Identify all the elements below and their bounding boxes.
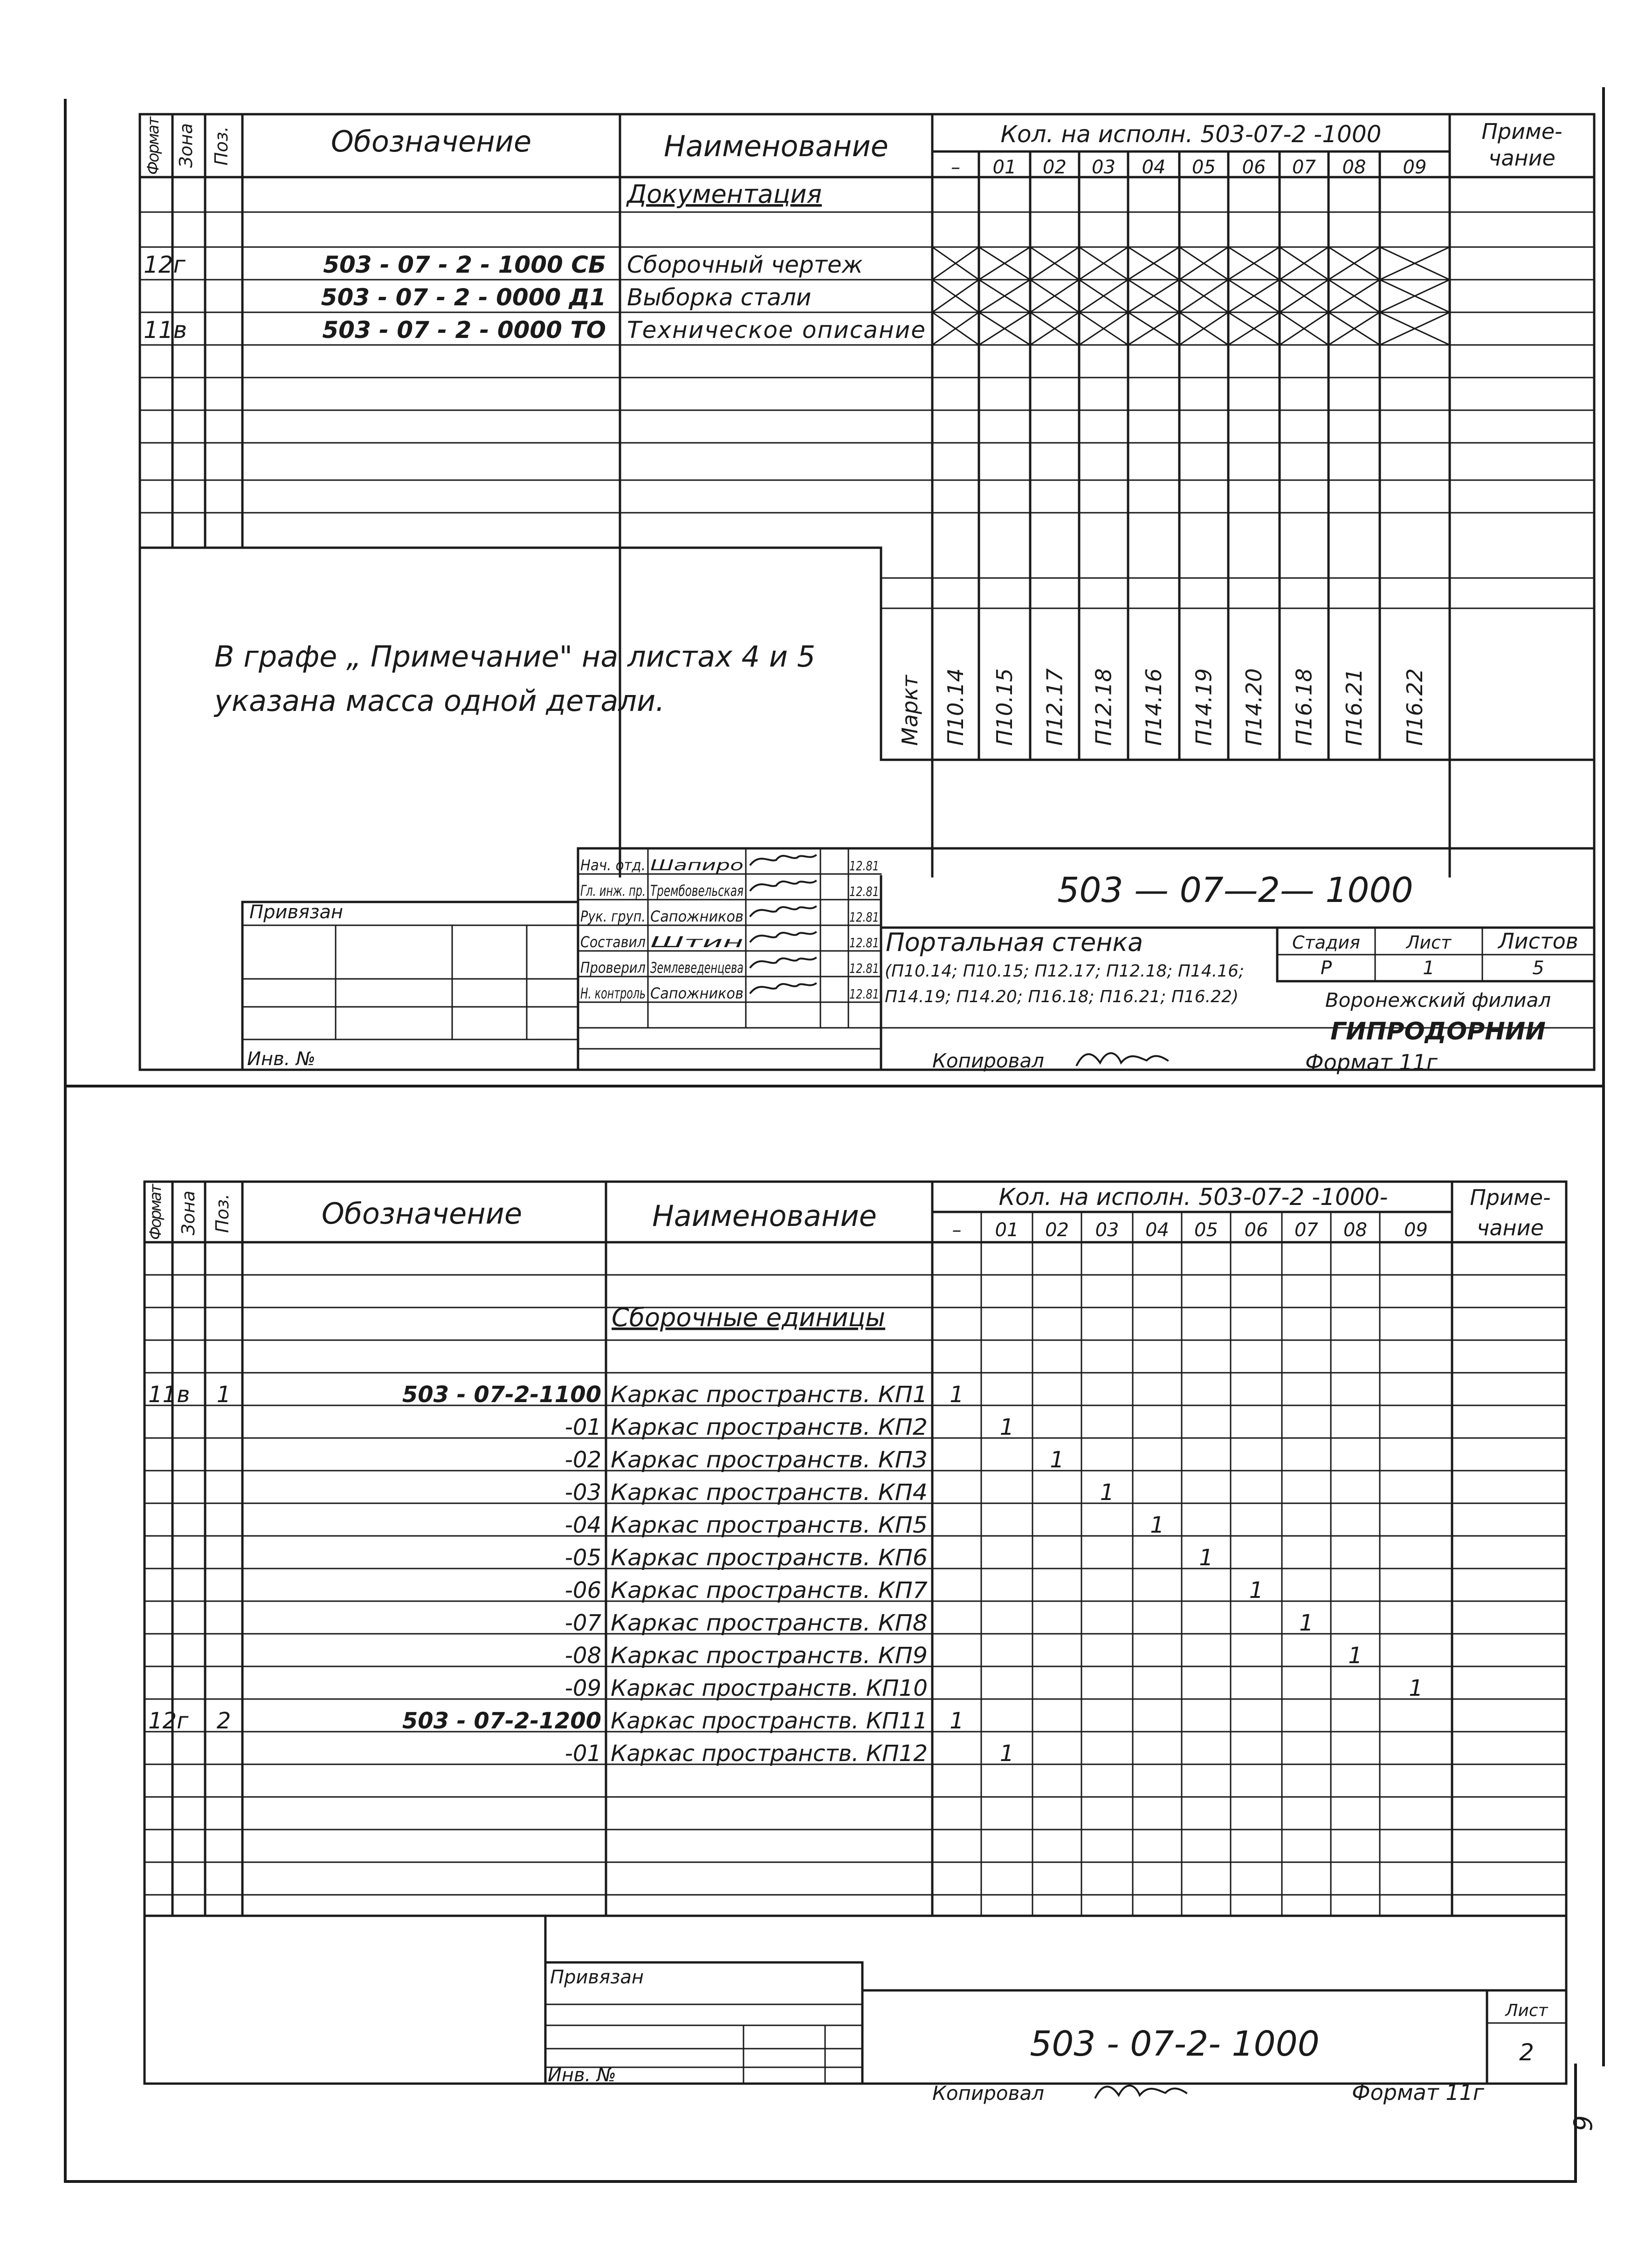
copied-signature: [1077, 1053, 1168, 1065]
sheets-label: Листов: [1498, 929, 1578, 954]
bottom-spec-table: [145, 1182, 1566, 2105]
section-assembly-units: Сборочные единицы: [612, 1303, 886, 1332]
row-qty: 1: [999, 1741, 1014, 1767]
row-pos: 2: [216, 1708, 231, 1734]
row-name: Каркас пространств. КП6: [611, 1545, 928, 1571]
outer-frame: [65, 89, 1604, 2181]
variant-label: 03: [1095, 1219, 1119, 1241]
row-name: Каркас пространств. КП8: [611, 1610, 928, 1636]
copied-label: Копировал: [932, 2082, 1044, 2105]
row-name: Каркас пространств. КП5: [611, 1512, 928, 1538]
row-qty: 1: [950, 1708, 964, 1734]
tb-name: Сапожников: [650, 908, 743, 925]
copied-signature: [1095, 2085, 1186, 2098]
row-pos: 1: [216, 1382, 231, 1408]
variant-label: 03: [1092, 157, 1115, 178]
cross-marks: [932, 247, 1450, 345]
tb-role: Рук. груп.: [580, 908, 646, 925]
variant-label: 02: [1045, 1219, 1069, 1241]
sheet-value: 2: [1519, 2039, 1534, 2066]
header-format: Формат: [144, 117, 163, 175]
row-format: 11в: [148, 1382, 190, 1408]
variant-label: 01: [995, 1219, 1019, 1241]
row-designation: 503 - 07-2-1100: [402, 1382, 601, 1408]
doc-row-name: Техническое описание: [627, 317, 925, 344]
header-pos: Поз.: [212, 1193, 233, 1233]
row-designation: -07: [564, 1610, 601, 1636]
privyazan-label: Привязан: [550, 1967, 644, 1988]
note-line-2: указана масса одной детали.: [214, 684, 665, 718]
tb-date: 12.81: [849, 935, 879, 950]
header-note-1: Приме-: [1470, 1185, 1551, 1210]
sheet-label: Лист: [1505, 2001, 1548, 2020]
row-qty: 1: [1249, 1577, 1264, 1603]
row-name: Каркас пространств. КП1: [611, 1382, 928, 1408]
row-qty: 1: [1299, 1610, 1314, 1636]
tb-date: 12.81: [849, 858, 879, 874]
row-designation: 503 - 07-2-1200: [402, 1708, 601, 1734]
row-qty: 1: [1199, 1545, 1213, 1571]
page-number: 9: [1569, 2115, 1598, 2132]
privyazan-label: Привязан: [249, 901, 344, 923]
doc-row-designation: 503 - 07 - 2 - 0000 Д1: [321, 284, 606, 311]
header-format: Формат: [146, 1184, 165, 1240]
row-qty: 1: [1100, 1479, 1115, 1506]
tb-name: Штин: [650, 933, 743, 951]
marking-label: Маркт: [897, 675, 922, 746]
doc-number: 503 - 07-2- 1000: [1030, 2024, 1320, 2064]
row-format: 12г: [148, 1708, 189, 1734]
marking-label: П14.19: [1191, 668, 1217, 746]
variant-label: –: [951, 157, 960, 178]
header-note-2: чание: [1488, 145, 1556, 171]
row-name: Каркас пространств. КП3: [611, 1447, 928, 1473]
sheet-label: Лист: [1406, 932, 1452, 953]
variant-label: 08: [1343, 1219, 1367, 1241]
variant-label: 05: [1192, 157, 1216, 178]
row-name: Каркас пространств. КП12: [611, 1741, 928, 1767]
tb-role: Составил: [580, 933, 646, 951]
org-line-2: ГИПРОДОРНИИ: [1330, 1018, 1546, 1046]
doc-row-name: Выборка стали: [627, 284, 812, 311]
tb-name: Землеведенцева: [650, 959, 743, 977]
variant-label: 07: [1292, 157, 1316, 178]
variant-label: 04: [1145, 1219, 1169, 1241]
header-qty: Кол. на исполн. 503-07-2 -1000-: [998, 1184, 1388, 1211]
marking-label: П14.20: [1241, 668, 1267, 746]
signature: [750, 855, 816, 865]
doc-row-format: 11в: [144, 317, 187, 344]
row-qty: 1: [950, 1382, 964, 1408]
variant-label: –: [952, 1219, 962, 1241]
header-name: Наименование: [664, 129, 888, 163]
row-name: Каркас пространств. КП4: [611, 1479, 928, 1506]
row-name: Каркас пространств. КП7: [611, 1577, 928, 1603]
doc-subtitle-1: (П10.14; П10.15; П12.17; П12.18; П14.16;: [885, 962, 1245, 981]
tb-role: Проверил: [580, 959, 646, 977]
marking-label: П14.16: [1141, 668, 1166, 746]
marking-label: П10.15: [992, 668, 1017, 746]
tb-role: Н. контроль: [580, 984, 646, 1002]
marking-label: П16.22: [1402, 668, 1427, 746]
header-designation: Обозначение: [330, 124, 532, 158]
sheet-value: 1: [1423, 957, 1435, 979]
signature: [750, 984, 816, 993]
marking-label: П16.18: [1291, 668, 1317, 746]
stage-label: Стадия: [1292, 932, 1360, 953]
row-qty: 1: [999, 1414, 1014, 1440]
row-name: Каркас пространств. КП2: [611, 1414, 928, 1440]
signature: [750, 907, 816, 916]
variant-label: 07: [1294, 1219, 1318, 1241]
doc-row-name: Сборочный чертеж: [627, 251, 863, 278]
tb-name: Трембовельская: [650, 882, 743, 900]
variant-label: 08: [1342, 157, 1366, 178]
format-label: Формат 11г: [1305, 1050, 1438, 1075]
row-designation: -06: [564, 1577, 601, 1603]
row-designation: -04: [564, 1512, 601, 1538]
stage-value: Р: [1320, 957, 1332, 979]
doc-title: Портальная стенка: [886, 928, 1143, 957]
row-name: Каркас пространств. КП9: [611, 1643, 928, 1669]
header-name: Наименование: [652, 1199, 877, 1233]
row-designation: -05: [564, 1545, 601, 1571]
marking-label: П16.21: [1342, 668, 1367, 746]
marking-label: П12.17: [1042, 668, 1067, 746]
header-designation: Обозначение: [321, 1197, 523, 1231]
signature: [750, 932, 816, 942]
doc-subtitle-2: П14.19; П14.20; П16.18; П16.21; П16.22): [885, 987, 1239, 1006]
doc-row-designation: 503 - 07 - 2 - 1000 СБ: [323, 251, 606, 278]
variant-label: 05: [1194, 1219, 1218, 1241]
doc-row-designation: 503 - 07 - 2 - 0000 ТО: [322, 317, 606, 344]
variant-label: 09: [1403, 157, 1427, 178]
sheets-value: 5: [1532, 957, 1544, 979]
inv-label: Инв. №: [548, 2064, 616, 2086]
row-name: Каркас пространств. КП11: [611, 1708, 928, 1734]
variant-label: 01: [992, 157, 1017, 178]
row-qty: 1: [1348, 1643, 1363, 1669]
title-block-top: [242, 848, 1594, 1075]
row-qty: 1: [1050, 1447, 1064, 1473]
row-qty: 1: [1150, 1512, 1164, 1538]
row-designation: -01: [564, 1414, 601, 1440]
marking-label: П12.18: [1091, 668, 1116, 746]
header-zone: Зона: [178, 1190, 199, 1235]
tb-name: Сапожников: [650, 984, 743, 1002]
header-note-1: Приме-: [1481, 119, 1563, 144]
section-documentation: Документация: [627, 179, 822, 209]
row-designation: -02: [564, 1447, 601, 1473]
tb-date: 12.81: [849, 884, 879, 899]
tb-name: Шапиро: [650, 856, 743, 874]
row-name: Каркас пространств. КП10: [611, 1675, 928, 1701]
variant-label: 06: [1244, 1219, 1268, 1241]
note-line-1: В графе „ Примечание" на листах 4 и 5: [214, 640, 816, 674]
tb-date: 12.81: [849, 909, 879, 925]
row-designation: -01: [564, 1741, 601, 1767]
row-designation: -03: [564, 1479, 601, 1506]
header-qty: Кол. на исполн. 503-07-2 -1000: [1000, 121, 1382, 148]
inv-label: Инв. №: [247, 1048, 316, 1070]
variant-label: 02: [1043, 157, 1067, 178]
variant-label: 04: [1142, 157, 1166, 178]
header-pos: Поз.: [211, 126, 232, 165]
tb-role: Гл. инж. пр.: [580, 882, 646, 900]
format-label: Формат 11г: [1352, 2080, 1484, 2105]
doc-row-format: 12г: [144, 251, 186, 278]
tb-date: 12.81: [849, 986, 879, 1002]
signature: [750, 881, 816, 890]
copied-label: Копировал: [932, 1049, 1044, 1072]
doc-number: 503 — 07—2— 1000: [1057, 870, 1413, 910]
marking-label: П10.14: [943, 668, 968, 746]
variant-label: 06: [1242, 157, 1266, 178]
signature: [750, 958, 816, 967]
row-designation: -09: [564, 1675, 601, 1701]
header-note-2: чание: [1477, 1215, 1544, 1240]
tb-date: 12.81: [849, 961, 879, 976]
tb-role: Нач. отд.: [580, 856, 646, 874]
org-line-1: Воронежский филиал: [1325, 989, 1551, 1012]
variant-label: 09: [1404, 1219, 1428, 1241]
row-designation: -08: [564, 1643, 601, 1669]
header-zone: Зона: [176, 123, 196, 168]
row-qty: 1: [1409, 1675, 1423, 1701]
